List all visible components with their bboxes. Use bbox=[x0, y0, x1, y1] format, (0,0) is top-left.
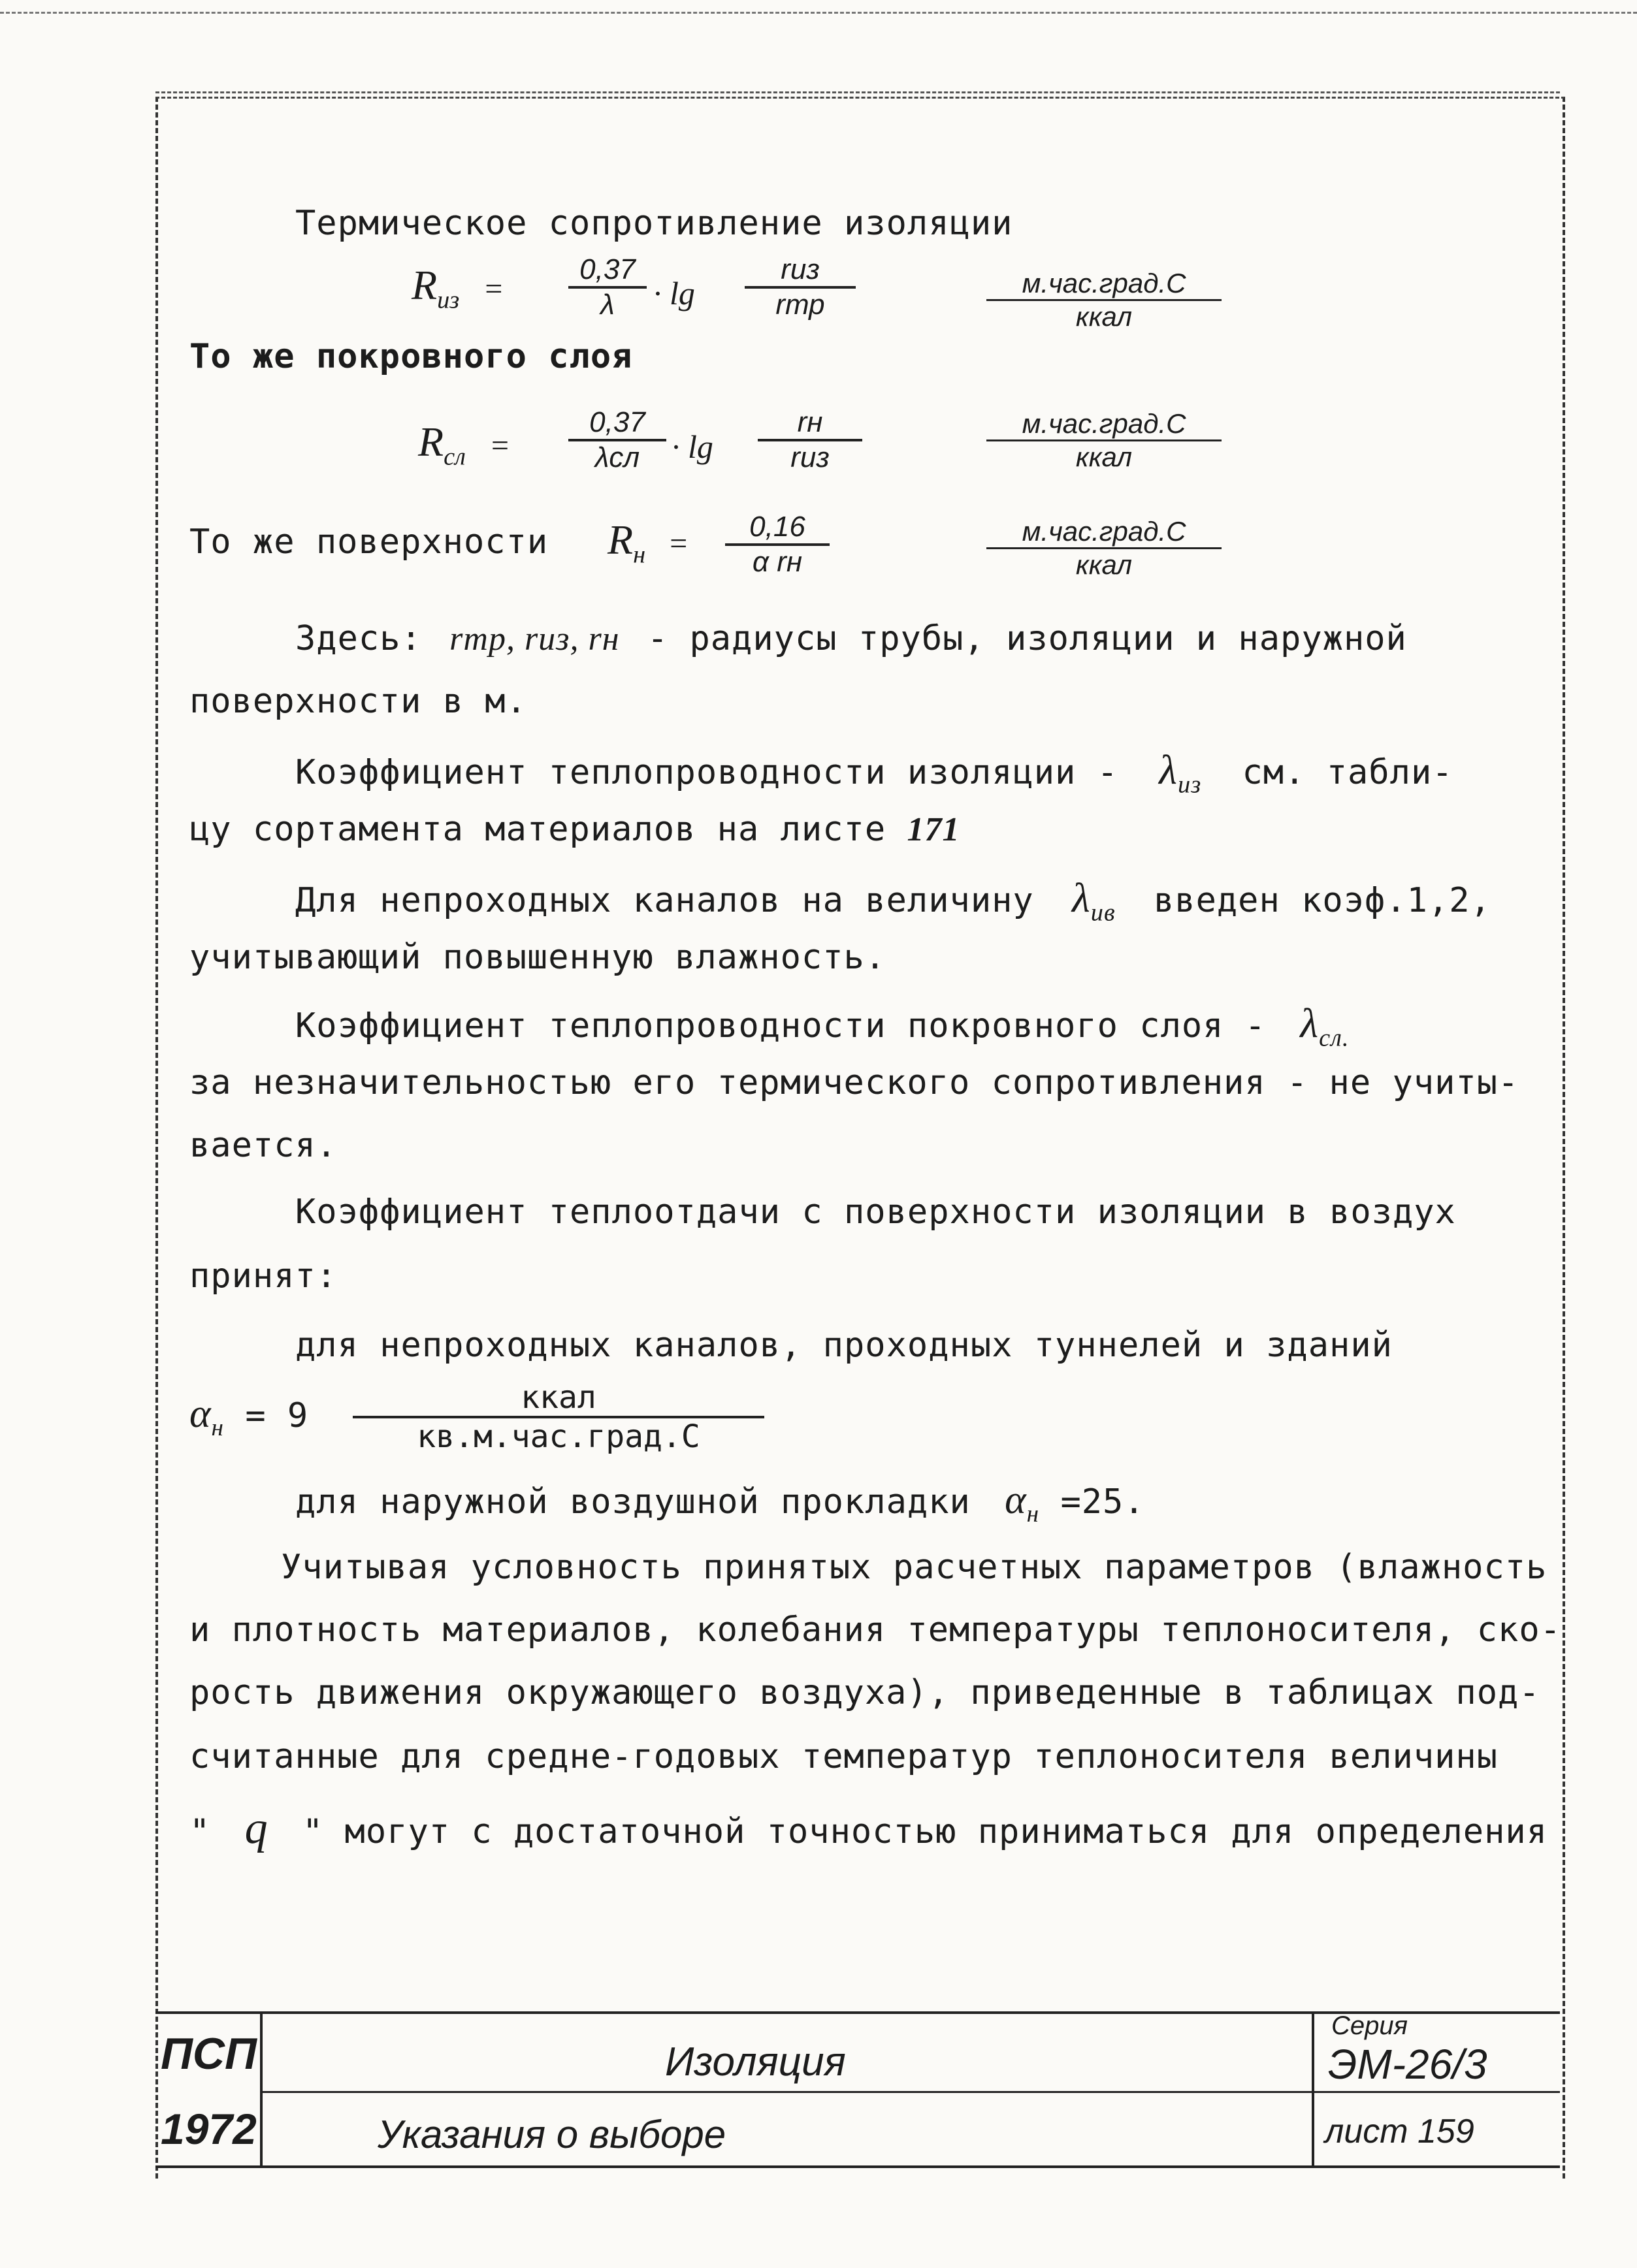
symbol: R bbox=[418, 419, 444, 465]
alpha-unit-fraction bbox=[353, 1379, 764, 1455]
text-line: считанные для средне-годовых температур теплоносителя величины bbox=[189, 1737, 1499, 1776]
unit-numerator: м.час.град.С bbox=[986, 516, 1222, 549]
line-label: для наружной воздушной прокладки bbox=[295, 1482, 971, 1522]
title-block-midline bbox=[260, 2091, 1560, 2093]
text-line bbox=[189, 1802, 1548, 1855]
denominator: rтр bbox=[775, 289, 825, 321]
subject-subtitle: Указания о выборе bbox=[378, 2113, 726, 2156]
text-line bbox=[189, 810, 960, 849]
lambda-iz bbox=[1159, 746, 1202, 799]
year-label: 1972 bbox=[161, 2105, 257, 2153]
symbol-sub: н bbox=[633, 541, 646, 569]
unit-denominator: ккал bbox=[1075, 441, 1133, 472]
line-label: Для непроходных каналов на величину bbox=[295, 881, 1034, 920]
alpha-char: α bbox=[1005, 1478, 1027, 1522]
alpha-sub: н bbox=[211, 1414, 224, 1442]
lambda-sub: ив bbox=[1090, 899, 1116, 927]
text-line: за незначительностью его термического сопротивления - не учиты- bbox=[189, 1063, 1519, 1102]
unit-denominator: кв.м.час.град.С bbox=[417, 1418, 700, 1455]
unit-denominator: ккал bbox=[1075, 301, 1133, 332]
unit-fraction bbox=[986, 516, 1222, 581]
symbol: R bbox=[412, 262, 438, 308]
numerator: 0,37 bbox=[568, 406, 666, 441]
log-symbol: · lg bbox=[653, 275, 695, 311]
alpha-value: = 9 bbox=[245, 1396, 309, 1435]
sheet-ref: 171 bbox=[907, 811, 960, 848]
text-line bbox=[295, 874, 1491, 927]
numerator: 0,16 bbox=[725, 511, 830, 546]
subject-title: Изоляция bbox=[665, 2039, 846, 2084]
series-divider bbox=[1312, 2014, 1314, 2165]
alpha-formula bbox=[189, 1391, 308, 1442]
equals: = bbox=[483, 272, 504, 306]
alpha-char: α bbox=[189, 1392, 212, 1436]
text-line: Термическое сопротивление изоляции bbox=[295, 204, 1013, 243]
unit-fraction bbox=[986, 408, 1222, 473]
lambda-iv bbox=[1072, 874, 1116, 927]
symbol-sub: сл bbox=[444, 443, 466, 471]
formula-r-n bbox=[608, 516, 689, 569]
org-label: ПСП bbox=[161, 2029, 257, 2079]
text-line: Коэффициент теплоотдачи с поверхности изоляции в воздух bbox=[295, 1192, 1456, 1232]
text-line: Учитывая условность принятых расчетных параметров (влажность bbox=[281, 1548, 1548, 1587]
page-top-rule bbox=[0, 12, 1637, 14]
line-label: Коэффициент теплопроводности покровного слоя - bbox=[295, 1006, 1267, 1046]
text-line bbox=[295, 746, 1453, 799]
lambda-symbol: λ bbox=[1072, 874, 1091, 921]
unit-numerator: м.час.град.С bbox=[986, 408, 1222, 441]
line-label: Здесь: bbox=[295, 619, 422, 658]
text-line: поверхности в м. bbox=[189, 682, 527, 721]
numerator: rиз bbox=[745, 253, 856, 289]
denominator: α rн bbox=[752, 546, 803, 578]
text-line bbox=[295, 619, 1407, 658]
symbol: R bbox=[608, 517, 634, 563]
q-symbol: q bbox=[244, 1803, 268, 1853]
text-line bbox=[295, 1477, 1145, 1528]
alpha-value: =25. bbox=[1060, 1482, 1145, 1522]
text-line: То же покровного слоя bbox=[189, 337, 633, 376]
title-block bbox=[155, 2011, 1560, 2168]
fraction-coef bbox=[568, 406, 666, 474]
formula-r-sl bbox=[418, 418, 510, 471]
series-code: ЭМ-26/3 bbox=[1328, 2041, 1487, 2088]
line-label: Коэффициент теплопроводности изоляции - bbox=[295, 753, 1118, 792]
line-label: цу сортамента материалов на листе bbox=[189, 810, 886, 849]
lambda-sub: из bbox=[1178, 771, 1202, 799]
equals: = bbox=[489, 428, 511, 463]
denominator: λ bbox=[600, 289, 615, 321]
text-line: принят: bbox=[189, 1256, 338, 1296]
numerator: rн bbox=[758, 406, 862, 441]
symbol-sub: из bbox=[437, 286, 460, 314]
text-line: учитывающий повышенную влажность. bbox=[189, 938, 886, 977]
fraction-radius bbox=[745, 253, 856, 321]
lambda-sub: сл. bbox=[1319, 1024, 1350, 1052]
frame-top-border bbox=[155, 91, 1560, 93]
unit-denominator: ккал bbox=[1075, 549, 1133, 580]
formula-r-iz bbox=[412, 261, 504, 314]
numerator: 0,37 bbox=[568, 253, 647, 289]
denominator: λсл bbox=[594, 441, 640, 473]
lambda-sl bbox=[1300, 1000, 1350, 1052]
log-symbol: · lg bbox=[672, 428, 713, 465]
alpha-sub: н bbox=[1026, 1501, 1040, 1528]
lambda-symbol: λ bbox=[1159, 746, 1178, 793]
text-line bbox=[295, 999, 1350, 1052]
sheet-number: лист 159 bbox=[1325, 2113, 1474, 2150]
fraction-coef bbox=[568, 253, 647, 321]
fraction-coef bbox=[725, 511, 830, 579]
series-label: Серия bbox=[1331, 2011, 1408, 2040]
unit-numerator: ккал bbox=[353, 1379, 764, 1418]
text-line: и плотность материалов, колебания температуры теплоносителя, ско- bbox=[189, 1610, 1561, 1650]
unit-numerator: м.час.град.С bbox=[986, 268, 1222, 301]
alpha-symbol bbox=[189, 1392, 224, 1442]
denominator: rиз bbox=[790, 441, 830, 473]
text-line: рость движения окружающего воздуха), приведенные в таблицах под- bbox=[189, 1673, 1540, 1712]
text-line: для непроходных каналов, проходных туннелей и зданий bbox=[295, 1326, 1393, 1365]
text-line: То же поверхности bbox=[189, 522, 549, 562]
unit-fraction bbox=[986, 268, 1222, 332]
line-rest: " могут с достаточной точностью приниматься для определения bbox=[302, 1812, 1548, 1851]
line-rest: - радиусы трубы, изоляции и наружной bbox=[647, 619, 1407, 658]
quote-open: " bbox=[189, 1812, 211, 1851]
line-rest: введен коэф.1,2, bbox=[1153, 881, 1491, 920]
alpha-symbol bbox=[1005, 1478, 1040, 1528]
lambda-symbol: λ bbox=[1300, 1000, 1320, 1046]
text-line: вается. bbox=[189, 1126, 338, 1165]
fraction-radius bbox=[758, 406, 862, 474]
radii-symbols: rтр, rиз, rн bbox=[449, 620, 620, 658]
equals: = bbox=[668, 526, 689, 561]
line-rest: см. табли- bbox=[1242, 753, 1453, 792]
